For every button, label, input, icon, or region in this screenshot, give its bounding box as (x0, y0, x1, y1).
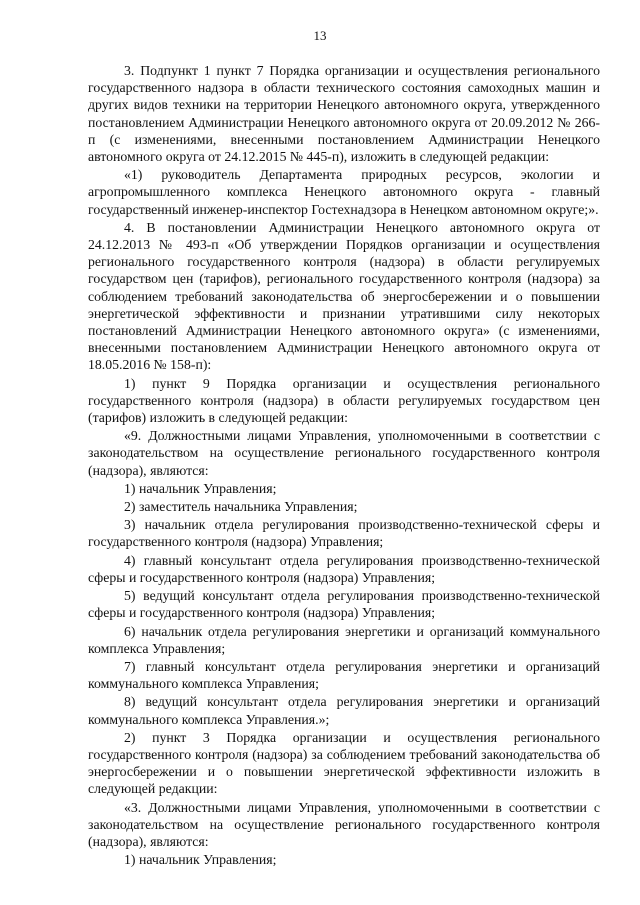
list-item-7: 7) главный консультант отдела регулирования энергетики и организаций коммунального комплекса Управления; (88, 658, 600, 692)
list-item-6: 6) начальник отдела регулирования энергетики и организаций коммунального комплекса Управления; (88, 623, 600, 656)
list-item-3: 3) начальник отдела регулирования производственно-технической сферы и государственного контроля (надзора) Управления; (88, 517, 600, 550)
page-number: 13 (313, 28, 327, 43)
paragraph-quote-3: «3. Должностными лицами Управления, уполномоченными в соответствии с законодательством на осуществление регионального государственного контроля (надзора), являются: (88, 799, 600, 849)
paragraph-quote-head: «1) руководитель Департамента природных ресурсов, экологии и агропромышленного комплекса Ненецкого автономного округа - главный государственный инженер-инспектор Гостехнадзора в Ненецком автономном округе;». (88, 167, 600, 217)
list-item-2: 2) заместитель начальника Управления; (124, 499, 358, 515)
paragraph-subitem-2: 2) пункт 3 Порядка организации и осуществления регионального государственного контроля (надзора) за соблюдением требований законодательства об энергосбережении и о повышении энергетической эффективности изложить в следующей редакции: (88, 729, 600, 797)
list-item-1-second: 1) начальник Управления; (124, 852, 277, 868)
list-item-4: 4) главный консультант отдела регулирования производственно-технической сферы и государственного контроля (надзора) Управления; (88, 552, 600, 585)
paragraph-quote-9: «9. Должностными лицами Управления, уполномоченными в соответствии с законодательством на осуществление регионального государственного контроля (надзора), являются: (88, 428, 600, 478)
list-item-5: 5) ведущий консультант отдела регулирования производственно-технической сферы и государственного контроля (надзора) Управления; (88, 588, 600, 621)
paragraph-item-3: 3. Подпункт 1 пункт 7 Порядка организации и осуществления регионального государственного надзора в области технического состояния самоходных машин и других видов техники на территории Ненецкого автономного округа, утвержденного постановлением Администрации Ненецкого автономного округа от 20.09.2012 № 266-п (с изменениями, внесенными постановлением Администрации Ненецкого автономного округа от 24.12.2015 № 445-п), изложить в следующей редакции: (88, 63, 600, 165)
list-item-1: 1) начальник Управления; (124, 480, 277, 496)
paragraph-item-4: 4. В постановлении Администрации Ненецкого автономного округа от 24.12.2013 № 493-п «Об утверждении Порядков организации и осуществления регионального государственного контроля (надзора) в области регулируемых государством цен (тарифов), регионального государственного контроля (надзора) за соблюдением требований законодательства об энергосбережении и о повышении энергетической эффективности и признании утратившими силу некоторых постановлений Администрации Ненецкого автономного округа» (с изменениями, внесенными постановлением Администрации Ненецкого автономного округа от 18.05.2016 № 158-п): (88, 219, 600, 373)
list-item-8: 8) ведущий консультант отдела регулирования энергетики и организаций коммунального комплекса Управления.»; (88, 694, 600, 727)
document-body (88, 62, 600, 868)
paragraph-subitem-1: 1) пункт 9 Порядка организации и осуществления регионального государственного контроля (надзора) в области регулируемых государством цен (тарифов) изложить в следующей редакции: (88, 375, 600, 426)
